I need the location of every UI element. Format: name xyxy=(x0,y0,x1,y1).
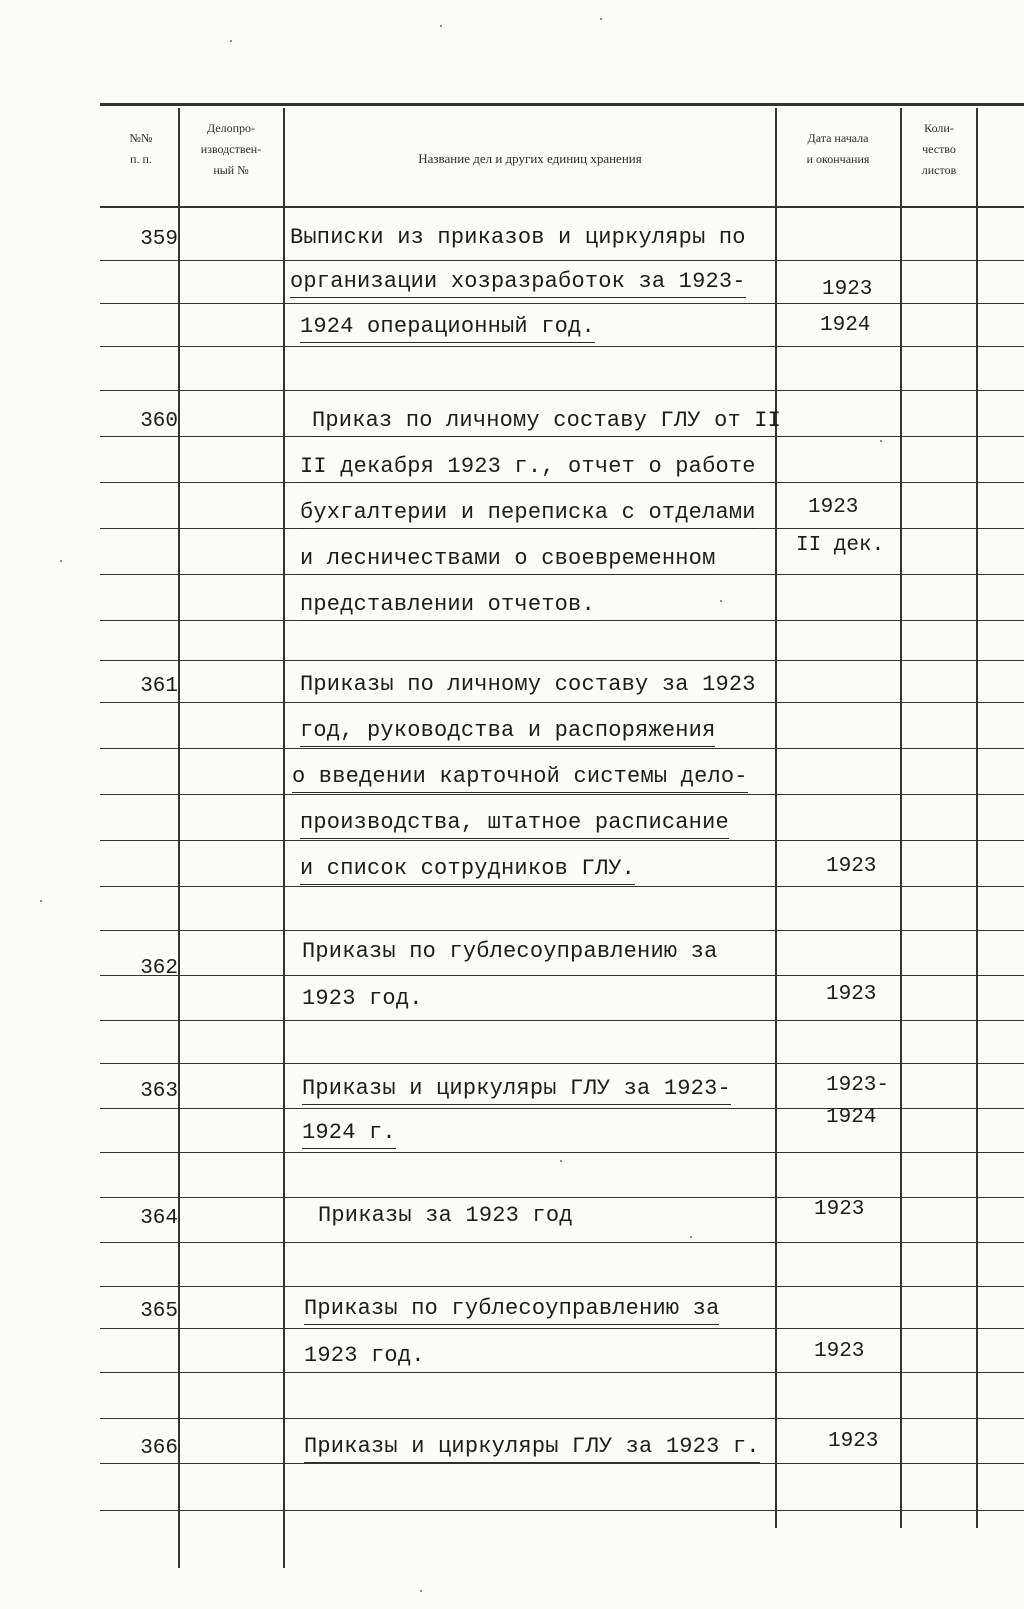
header-col-dates xyxy=(778,128,898,170)
header-col-dates-line1: Дата начала xyxy=(807,131,869,145)
entry-date: 1923 xyxy=(826,855,877,878)
entry-title-line: II декабря 1923 г., отчет о работе xyxy=(300,452,756,483)
top-border xyxy=(100,103,1024,106)
entry-date: 1923 xyxy=(808,496,859,519)
header-col-number-line1: №№ xyxy=(129,131,153,145)
entry-number: 359 xyxy=(140,228,178,251)
scan-speck xyxy=(230,40,232,42)
entry-date: 1923 xyxy=(822,278,873,301)
entry-title-line: организации хозразработок за 1923- xyxy=(290,267,746,298)
ruled-line xyxy=(100,1372,1024,1373)
ruled-line xyxy=(100,794,1024,795)
entry-title-line: Приказ по личному составу ГЛУ от II xyxy=(312,406,781,437)
entry-date: 1923 xyxy=(828,1430,879,1453)
ruled-line xyxy=(100,303,1024,304)
entry-number: 360 xyxy=(140,410,178,433)
ruled-line xyxy=(100,1197,1024,1198)
entry-title-line: Приказы за 1923 год xyxy=(318,1203,573,1228)
entry-title-line: представлении отчетов. xyxy=(300,590,595,621)
ruled-line xyxy=(100,1152,1024,1153)
scan-speck xyxy=(720,600,722,602)
entry-date: 1923 xyxy=(814,1340,865,1363)
entry-date: 1924 xyxy=(826,1106,877,1129)
ruled-line xyxy=(100,390,1024,391)
ruled-line xyxy=(100,1510,1024,1511)
column-divider-num xyxy=(178,108,180,1568)
ruled-line xyxy=(100,1242,1024,1243)
entry-date: 1923 xyxy=(826,983,877,1006)
entry-title-line: о введении карточной системы дело- xyxy=(292,762,748,793)
entry-title-line: Приказы и циркуляры ГЛУ за 1923- xyxy=(302,1074,731,1105)
scan-speck xyxy=(440,25,442,27)
entry-title-line: бухгалтерии и переписка с отделами xyxy=(300,498,756,529)
scan-speck xyxy=(560,1160,562,1162)
entry-number: 363 xyxy=(140,1080,178,1103)
ruled-line xyxy=(100,748,1024,749)
entry-title-line: 1923 год. xyxy=(302,986,423,1011)
entry-date: 1923 xyxy=(814,1198,865,1221)
entry-date: 1923- xyxy=(826,1074,890,1097)
ruled-line xyxy=(100,1286,1024,1287)
entry-title-line: 1924 г. xyxy=(302,1118,396,1149)
ruled-line xyxy=(100,660,1024,661)
entry-title-line: производства, штатное расписание xyxy=(300,808,729,839)
entry-number: 361 xyxy=(140,675,178,698)
entry-title-line: год, руководства и распоряжения xyxy=(300,716,715,747)
header-col-count-line2: чество xyxy=(922,142,956,156)
scan-speck xyxy=(40,900,42,902)
entry-number: 365 xyxy=(140,1300,178,1323)
scan-speck xyxy=(60,560,62,562)
entry-number: 366 xyxy=(140,1437,178,1460)
column-divider-office xyxy=(283,108,285,1568)
entry-title-line: и список сотрудников ГЛУ. xyxy=(300,854,635,885)
header-col-office-line3: ный № xyxy=(213,163,249,177)
ruled-line xyxy=(100,260,1024,261)
entry-date: 1924 xyxy=(820,314,871,337)
entry-number: 364 xyxy=(140,1207,178,1230)
entry-title-line: и лесничествами о своевременном xyxy=(300,544,715,575)
scan-speck xyxy=(880,440,882,442)
ruled-line xyxy=(100,1020,1024,1021)
header-col-count-line3: листов xyxy=(921,163,957,177)
column-divider-count xyxy=(976,108,978,1528)
ruled-line xyxy=(100,1463,1024,1464)
entry-title-line: 1923 год. xyxy=(304,1343,425,1368)
header-col-office-line2: изводствен- xyxy=(200,142,262,156)
header-col-dates-line2: и окончания xyxy=(806,152,870,166)
header-col-office-line1: Делопро- xyxy=(206,121,256,135)
ruled-line xyxy=(100,702,1024,703)
header-col-title: Название дел и других единиц хранения xyxy=(418,151,642,166)
ruled-line xyxy=(100,930,1024,931)
header-col-count xyxy=(903,118,975,181)
ruled-line xyxy=(100,1418,1024,1419)
scan-speck xyxy=(690,1236,692,1238)
entry-title-line: 1924 операционный год. xyxy=(300,312,595,343)
ruled-line xyxy=(100,975,1024,976)
entry-title-line: Выписки из приказов и циркуляры по xyxy=(290,225,746,250)
header-bottom-border xyxy=(100,206,1024,208)
scan-speck xyxy=(420,1590,422,1592)
entry-date: II дек. xyxy=(796,534,885,557)
header-col-number-line2: п. п. xyxy=(130,152,152,166)
ruled-line xyxy=(100,346,1024,347)
ruled-line xyxy=(100,1108,1024,1109)
header-col-number xyxy=(108,128,174,170)
entry-title-line: Приказы и циркуляры ГЛУ за 1923 г. xyxy=(304,1432,760,1463)
ruled-line xyxy=(100,886,1024,887)
entry-title-line: Приказы по гублесоуправлению за xyxy=(304,1294,719,1325)
scan-speck xyxy=(600,18,602,20)
column-divider-title xyxy=(775,108,777,1528)
column-divider-dates xyxy=(900,108,902,1528)
header-col-office xyxy=(182,118,280,181)
ruled-line xyxy=(100,1328,1024,1329)
ruled-line xyxy=(100,1063,1024,1064)
ruled-line xyxy=(100,840,1024,841)
header-col-count-line1: Коли- xyxy=(924,121,954,135)
entry-number: 362 xyxy=(140,957,178,980)
entry-title-line: Приказы по гублесоуправлению за xyxy=(302,939,718,964)
entry-title-line: Приказы по личному составу за 1923 xyxy=(300,672,756,697)
